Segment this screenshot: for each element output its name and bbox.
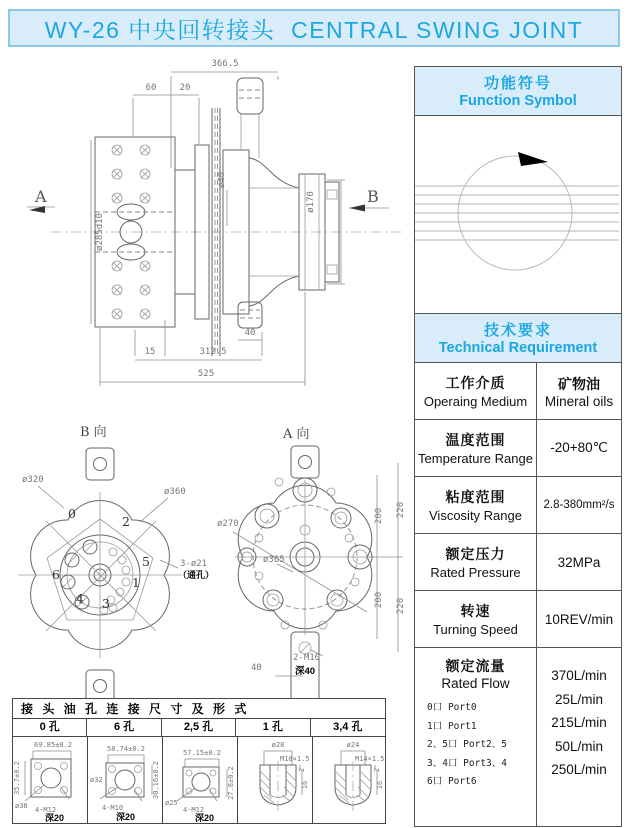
dim-label: 深20: [45, 813, 65, 823]
view-arrow-a: [27, 187, 55, 213]
dim-label: 60: [145, 83, 157, 93]
view-b-title: B 向: [80, 425, 107, 440]
function-symbol-title-en: Function Symbol: [459, 93, 577, 109]
hole-diagram-2-5: [163, 737, 238, 823]
hole-diagram-6: [88, 737, 163, 823]
function-symbol-title-zh: 功能符号: [483, 75, 552, 92]
view-b-drawing: [8, 420, 214, 698]
port-hole-table-title: 接 头 油 孔 连 接 尺 寸 及 形 式: [13, 699, 385, 719]
port-item: 6口 Port6: [427, 776, 477, 788]
spec-label-en: Temperature Range: [418, 451, 533, 466]
dim-label: ø170: [306, 191, 316, 213]
spec-row-pressure: [415, 533, 621, 590]
dim-label: 深20: [195, 813, 215, 823]
spec-value-zh: 矿物油: [558, 375, 600, 392]
technical-requirement-title-en: Technical Requirement: [438, 340, 598, 356]
technical-requirement-title-zh: 技术要求: [483, 322, 552, 339]
dimension-525: [100, 292, 305, 386]
dim-label: ø40: [217, 171, 227, 189]
dim-label: 2: [298, 767, 306, 773]
port-number: 1: [132, 575, 140, 590]
dim-label: ø38: [15, 802, 28, 810]
port-hole-table: [12, 698, 386, 824]
main-section-view: [5, 50, 411, 420]
column-header: 0 孔: [13, 719, 87, 737]
port-number: 4: [76, 591, 84, 606]
dim-label: 220: [396, 501, 406, 519]
spec-value: 32MPa: [557, 554, 601, 570]
dim-label: （通孔）: [178, 570, 215, 580]
svg-text:A: A: [35, 187, 47, 206]
view-a-drawing: [215, 420, 415, 720]
spec-row-operating-medium: [415, 362, 621, 419]
function-symbol-header: [415, 67, 621, 115]
dim-label: 312.5: [199, 347, 227, 357]
spec-label-zh: 转速: [460, 603, 491, 619]
spec-value: 2.8-380mm²/s: [543, 499, 615, 511]
hole-diagram-0: [13, 737, 88, 823]
flow-value: 370L/min: [551, 667, 607, 683]
port-item: 3、4口 Port3、4: [427, 757, 507, 769]
dim-label: 27.8±0.2: [227, 766, 235, 800]
dimension-60: [133, 83, 171, 136]
flow-value: 215L/min: [551, 715, 607, 731]
rated-flow-title-zh: 额定流量: [445, 658, 506, 674]
hole-diagram-1: [238, 737, 313, 823]
column-header: 2,5 孔: [162, 719, 236, 737]
flow-value: 250L/min: [551, 762, 607, 778]
spec-label-en: Viscosity Range: [429, 508, 522, 523]
dim-label: 2-M10: [293, 653, 321, 663]
dim-label: 4-M12: [183, 806, 205, 814]
flow-value: 50L/min: [554, 738, 604, 754]
dimension-40-bottom: [238, 328, 262, 340]
spec-row-rated-flow: [415, 647, 621, 826]
port-number: 2: [122, 514, 130, 529]
column-header: 3,4 孔: [311, 719, 385, 737]
dimension-20: [171, 83, 199, 144]
spec-label-zh: 工作介质: [445, 375, 506, 391]
dim-label: 15: [144, 347, 156, 357]
dim-label: 16: [376, 780, 384, 790]
port-number: 5: [142, 554, 150, 569]
right-panel: [414, 66, 622, 827]
column-header: 1 孔: [236, 719, 310, 737]
dim-label: ø24: [346, 741, 360, 749]
dim-label: 深20: [116, 812, 136, 822]
dim-label: ø25: [165, 799, 178, 807]
dim-label: ø270: [217, 519, 239, 529]
dim-label: 30.16±0.2: [152, 761, 160, 799]
dim-label: 20: [179, 83, 191, 93]
port-number: 6: [52, 567, 60, 582]
dimension-366-5: [171, 59, 278, 168]
dim-label: 35.7±0.2: [13, 761, 21, 795]
view-arrow-b: [349, 187, 389, 212]
dim-label: 4-M10: [102, 804, 124, 812]
dim-label: 220: [396, 597, 406, 615]
dim-label: ø360: [164, 487, 186, 497]
dim-label: ø285d10: [95, 213, 105, 251]
hole-diagram-3-4: [313, 737, 387, 823]
dim-label: 200: [374, 591, 384, 609]
dim-label: ø320: [22, 475, 44, 485]
spec-value-en: Mineral oils: [544, 393, 614, 409]
dim-label: 深40: [295, 666, 316, 677]
port-number: 3: [102, 596, 110, 611]
dim-label: ø365: [263, 555, 285, 565]
rated-flow-title-en: Rated Flow: [441, 676, 510, 691]
dim-label: ø28: [271, 741, 285, 749]
spec-label-zh: 温度范围: [445, 432, 506, 448]
spec-label-en: Turning Speed: [433, 622, 518, 637]
dim-label: 4-M12: [35, 806, 57, 814]
port-number: 0: [68, 506, 76, 521]
spec-row-temperature: [415, 419, 621, 476]
spec-row-viscosity: [415, 476, 621, 533]
dim-label: 3-ø21: [180, 559, 208, 569]
dim-label: 525: [197, 369, 215, 379]
column-header: 6 孔: [87, 719, 161, 737]
dim-label: 58.74±0.2: [107, 745, 145, 753]
function-symbol-cell: [415, 115, 621, 314]
port-item: 0口 Port0: [427, 702, 477, 713]
svg-text:B: B: [367, 187, 379, 206]
spec-value: -20+80℃: [550, 440, 608, 455]
dim-label: ø32: [90, 776, 103, 784]
spec-label-en: Operaing Medium: [423, 394, 528, 409]
flow-value: 25L/min: [554, 691, 604, 707]
dim-label: 2: [373, 767, 381, 773]
page-title: WY-26 中央回转接头 CENTRAL SWING JOINT: [8, 9, 620, 47]
spec-value: 10REV/min: [544, 611, 614, 627]
port-item: 1口 Port1: [427, 720, 477, 732]
dim-label: 16: [301, 780, 309, 790]
spec-label-zh: 额定压力: [445, 546, 506, 562]
dimension-15: [135, 320, 165, 360]
spec-label-zh: 粘度范围: [445, 489, 506, 505]
dim-label: 57.15±0.2: [183, 749, 221, 757]
port-item: 2、5口 Port2、5: [427, 739, 507, 751]
port-hole-table-headers: [13, 719, 385, 737]
dim-label: 366.5: [211, 59, 239, 69]
dim-label: 40: [251, 663, 262, 673]
rotation-symbol: [415, 116, 619, 313]
dimension-dia40: [217, 172, 227, 226]
dim-label: 200: [374, 507, 384, 525]
dim-label: 69.85±0.2: [34, 741, 72, 749]
dim-label: 40: [244, 328, 256, 338]
spec-row-turning-speed: [415, 590, 621, 647]
technical-requirement-header: [415, 314, 621, 362]
dim-label: M18×1.5: [280, 755, 310, 763]
dim-label: M14×1.5: [355, 755, 385, 763]
view-a-title: A 向: [283, 427, 310, 442]
spec-label-en: Rated Pressure: [430, 565, 521, 580]
